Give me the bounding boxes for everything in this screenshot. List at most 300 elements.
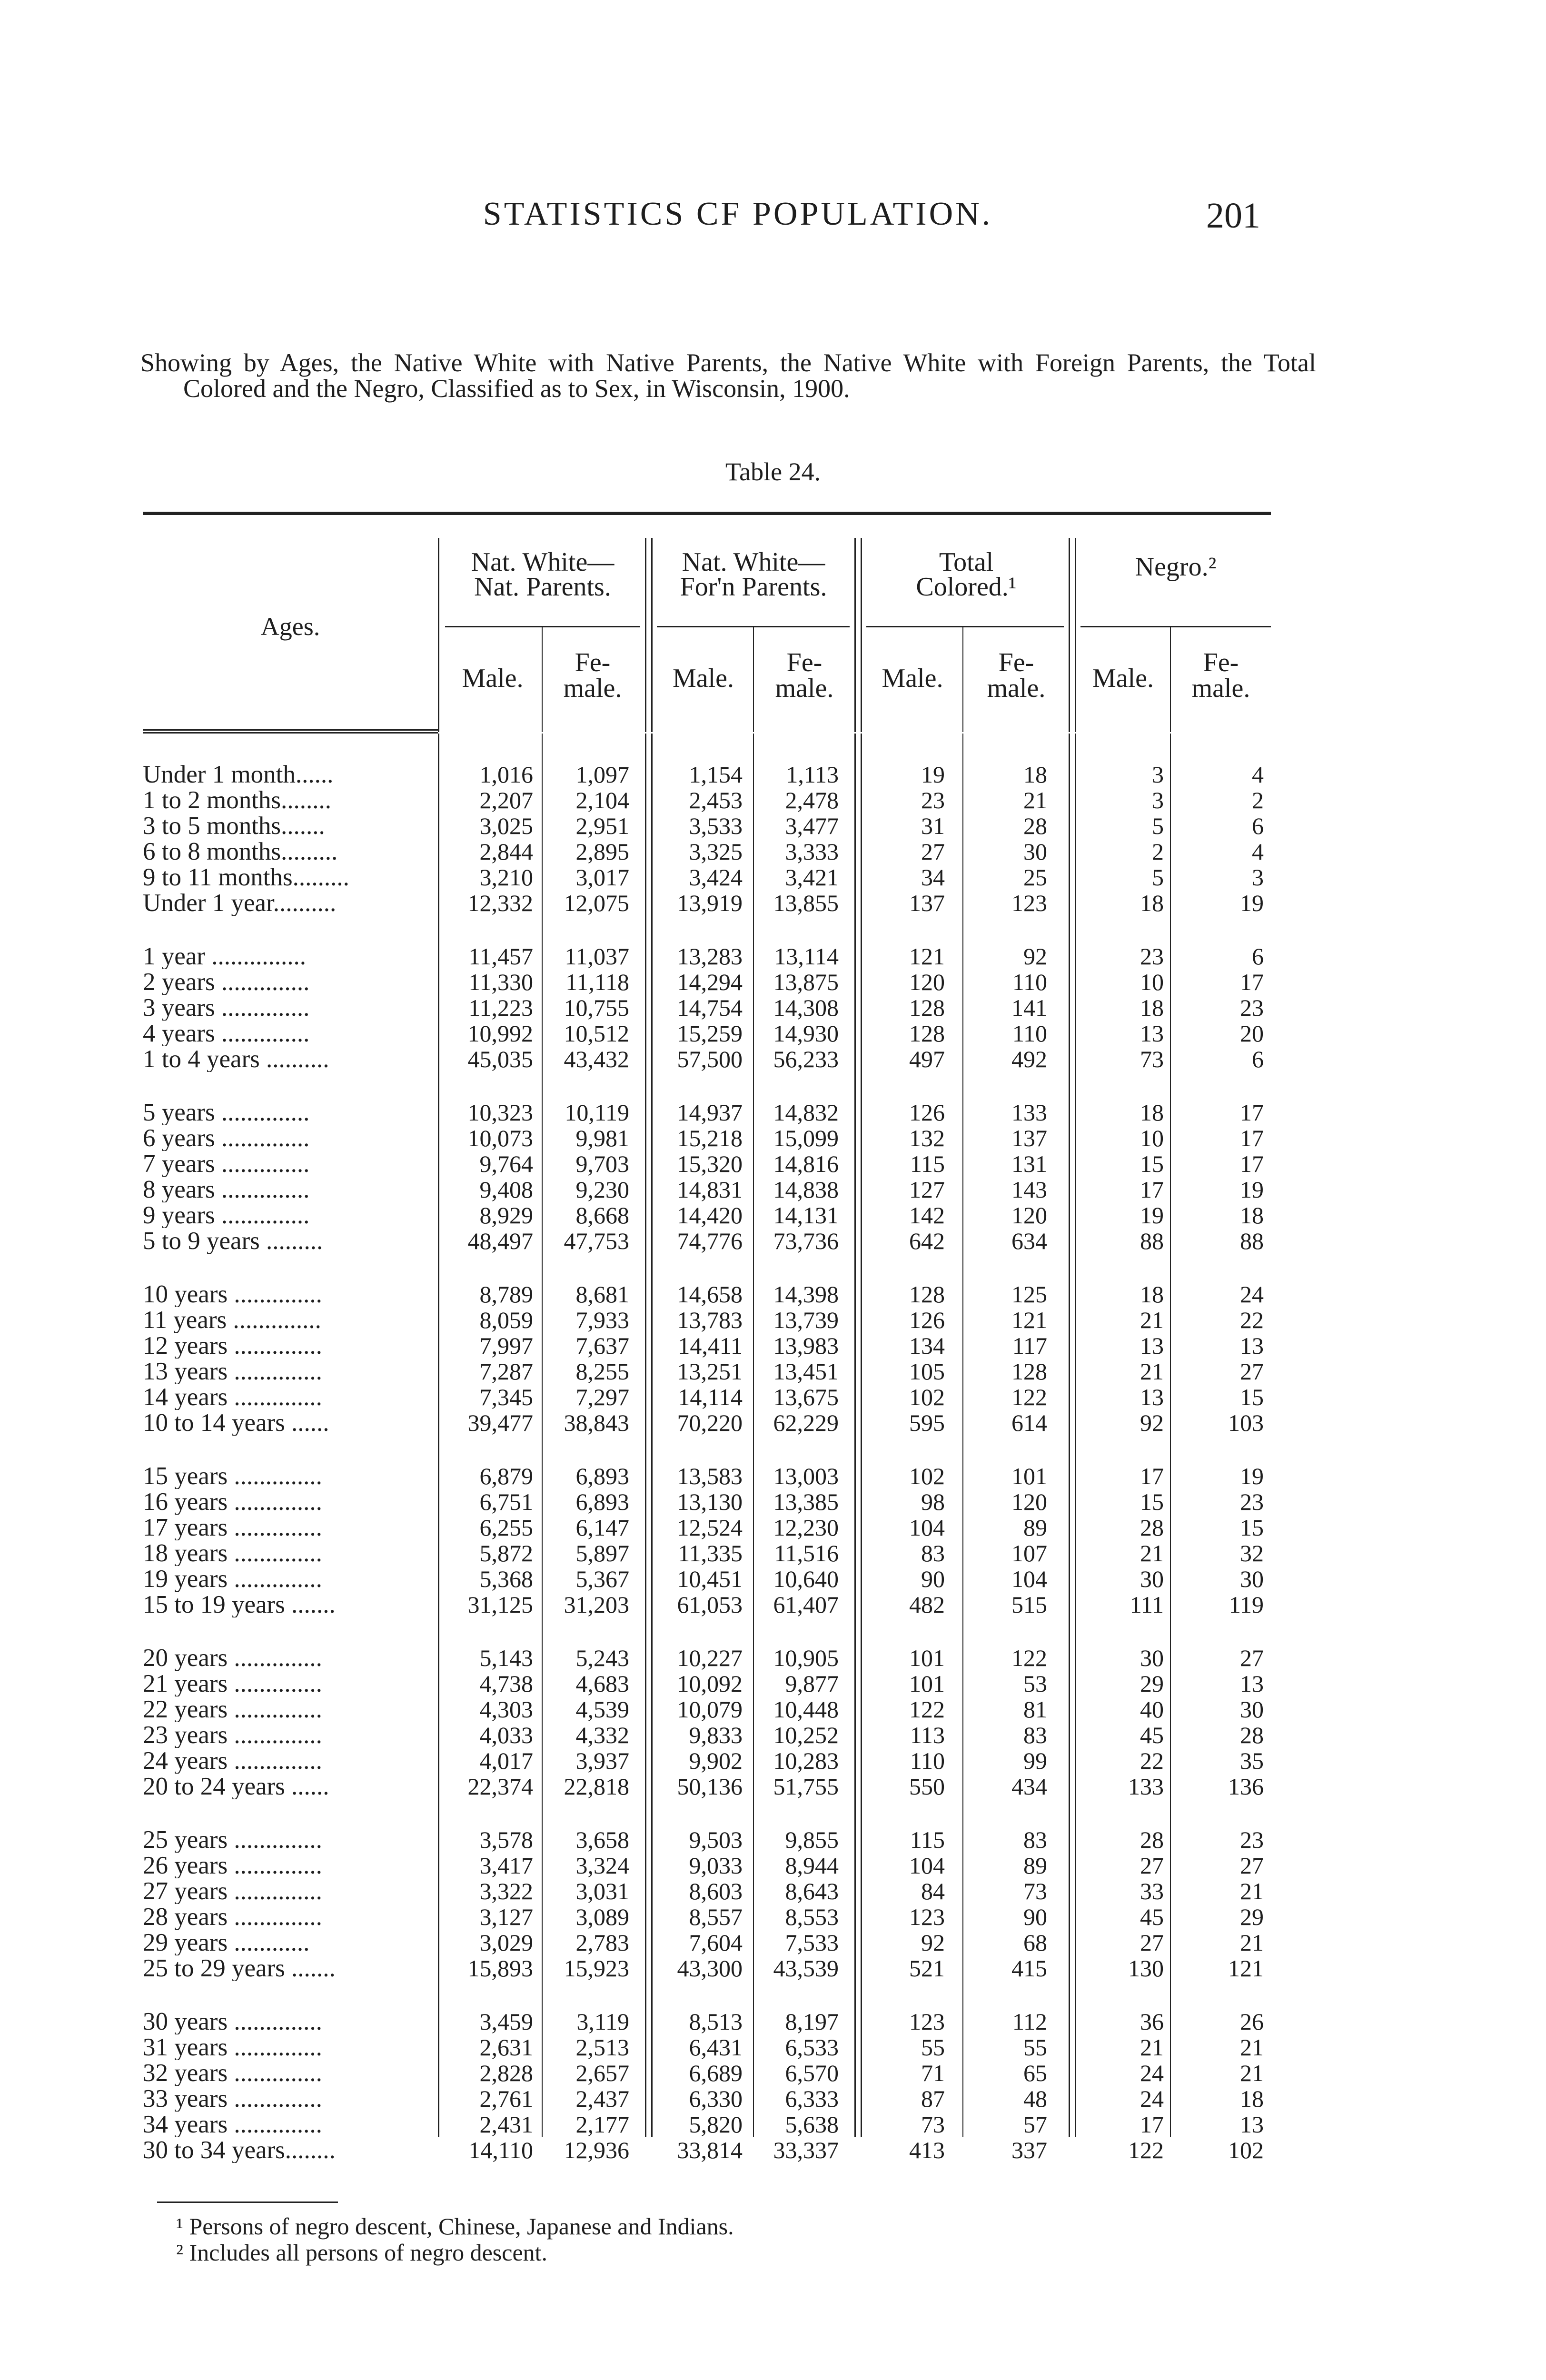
table-cell: 11,118	[565, 969, 629, 995]
table-cell: 7,297	[575, 1384, 629, 1410]
table-cell: 110	[1012, 969, 1047, 995]
table-cell: 8,643	[785, 1878, 839, 1904]
table-cell: 9,033	[689, 1852, 743, 1879]
female-header	[543, 650, 643, 701]
table-cell: 21	[1240, 1929, 1264, 1956]
row-label: 12 years ..............	[143, 1333, 322, 1359]
table-cell: 19	[1240, 1176, 1264, 1203]
table-cell: 7,637	[575, 1332, 629, 1359]
table-cell: 103	[1228, 1409, 1264, 1436]
table-cell: 7,604	[689, 1929, 743, 1956]
table-cell: 122	[1011, 1384, 1047, 1410]
table-cell: 30	[1023, 838, 1047, 865]
table-cell: 120	[909, 969, 945, 995]
table-cell: 125	[1011, 1281, 1047, 1308]
table-cell: 13,919	[677, 890, 743, 916]
table-cell: 14,838	[773, 1176, 839, 1203]
row-label: 21 years ..............	[143, 1671, 322, 1696]
row-label: 32 years ..............	[143, 2060, 322, 2086]
table-cell: 6,330	[689, 2085, 743, 2112]
table-cell: 15,320	[677, 1150, 743, 1177]
table-cell: 14,110	[468, 2137, 533, 2163]
table-cell: 117	[1012, 1332, 1047, 1359]
table-cell: 3,424	[689, 864, 743, 891]
table-cell: 104	[909, 1852, 945, 1879]
table-cell: 3,477	[785, 813, 839, 839]
table-cell: 3,322	[479, 1878, 533, 1904]
table-cell: 19	[1240, 1463, 1264, 1489]
group-header-nat-white-forn-parents	[656, 547, 851, 602]
table-cell: 10,992	[467, 1020, 533, 1047]
table-cell: 13	[1140, 1332, 1164, 1359]
table-cell: 2,437	[575, 2085, 629, 2112]
table-cell: 18	[1140, 1099, 1164, 1126]
table-cell: 3,459	[479, 2008, 533, 2035]
table-cell: 9,408	[479, 1176, 533, 1203]
table-cell: 5,820	[689, 2111, 743, 2138]
table-cell: 10,283	[773, 1747, 839, 1774]
table-cell: 14,294	[677, 969, 743, 995]
table-cell: 2,207	[479, 787, 533, 813]
table-cell: 492	[1011, 1046, 1047, 1072]
row-label: 16 years ..............	[143, 1489, 322, 1515]
table-cell: 99	[1023, 1747, 1047, 1774]
group-header-nat-white-nat-parents	[445, 547, 640, 602]
table-cell: 136	[1228, 1773, 1264, 1800]
table-cell: 18	[1023, 761, 1047, 788]
table-cell: 128	[909, 994, 945, 1021]
table-cell: 68	[1023, 1929, 1047, 1956]
table-cell: 92	[1023, 943, 1047, 970]
table-cell: 4	[1252, 761, 1264, 788]
table-cell: 61,407	[773, 1591, 839, 1618]
running-title: STATISTICS CF POPULATION.	[483, 196, 993, 232]
table-cell: 19	[1240, 890, 1264, 916]
row-label: 5 years ..............	[143, 1100, 310, 1125]
group-header-line: Colored.¹	[916, 572, 1017, 602]
row-label: 30 to 34 years........	[143, 2137, 336, 2163]
table-cell: 8,668	[575, 1202, 629, 1229]
table-cell: 1,154	[689, 761, 743, 788]
table-cell: 8,197	[785, 2008, 839, 2035]
table-cell: 45,035	[467, 1046, 533, 1072]
table-cell: 8,553	[785, 1904, 839, 1930]
table-cell: 1,113	[786, 761, 839, 788]
table-cell: 2,844	[479, 838, 533, 865]
table-cell: 10,755	[564, 994, 629, 1021]
table-cell: 73	[921, 2111, 945, 2138]
table-cell: 141	[1011, 994, 1047, 1021]
table-cell: 11,330	[468, 969, 533, 995]
group-header-rule	[445, 626, 640, 627]
table-cell: 113	[910, 1722, 945, 1748]
row-label: 15 to 19 years .......	[143, 1592, 336, 1617]
table-cell: 88	[1240, 1228, 1264, 1254]
table-cell: 10	[1140, 1125, 1164, 1151]
table-cell: 121	[1228, 1955, 1264, 1982]
table-cell: 13,675	[773, 1384, 839, 1410]
table-cell: 13,583	[677, 1463, 743, 1489]
group-header-line: Total	[939, 547, 994, 577]
table-cell: 33,337	[773, 2137, 839, 2163]
table-cell: 2,761	[479, 2085, 533, 2112]
table-cell: 21	[1240, 1878, 1264, 1904]
group-header-line: Nat. White—	[471, 547, 614, 577]
table-cell: 2	[1252, 787, 1264, 813]
row-label: 3 years ..............	[143, 995, 310, 1021]
table-cell: 413	[909, 2137, 945, 2163]
table-cell: 2,104	[575, 787, 629, 813]
running-head	[0, 195, 1546, 238]
table-cell: 14,398	[773, 1281, 839, 1308]
table-cell: 120	[1011, 1202, 1047, 1229]
table-cell: 15	[1140, 1150, 1164, 1177]
table-cell: 43,300	[677, 1955, 743, 1982]
table-cell: 22,818	[564, 1773, 629, 1800]
table-cell: 5,897	[575, 1540, 629, 1567]
row-label: 23 years ..............	[143, 1722, 322, 1748]
row-label: 8 years ..............	[143, 1177, 310, 1202]
table-cell: 133	[1011, 1099, 1047, 1126]
table-cell: 21	[1140, 1358, 1164, 1385]
table-cell: 43,432	[564, 1046, 629, 1072]
female-header-line: Fe-	[786, 648, 823, 677]
table-cell: 132	[909, 1125, 945, 1151]
table-cell: 10,640	[773, 1566, 839, 1592]
table-cell: 29	[1240, 1904, 1264, 1930]
table-cell: 115	[910, 1826, 945, 1853]
table-cell: 30	[1140, 1645, 1164, 1671]
table-cell: 55	[921, 2034, 945, 2061]
table-cell: 10,092	[677, 1670, 743, 1697]
female-header	[1171, 650, 1271, 701]
table-cell: 13,130	[677, 1488, 743, 1515]
table-cell: 115	[910, 1150, 945, 1177]
table-cell: 123	[1011, 890, 1047, 916]
table-cell: 13,983	[773, 1332, 839, 1359]
table-cell: 15	[1140, 1488, 1164, 1515]
female-header	[754, 650, 854, 701]
table-cell: 3,533	[689, 813, 743, 839]
table-cell: 634	[1011, 1228, 1047, 1254]
table-cell: 7,997	[479, 1332, 533, 1359]
row-label: 31 years ..............	[143, 2034, 322, 2060]
table-cell: 48,497	[467, 1228, 533, 1254]
row-label: 33 years ..............	[143, 2086, 322, 2112]
table-cell: 30	[1240, 1566, 1264, 1592]
table-cell: 3	[1252, 864, 1264, 891]
table-cell: 57,500	[677, 1046, 743, 1072]
table-cell: 3,089	[575, 1904, 629, 1930]
table-cell: 3,025	[479, 813, 533, 839]
table-cell: 6	[1252, 943, 1264, 970]
table-cell: 134	[909, 1332, 945, 1359]
table-cell: 13,783	[677, 1307, 743, 1333]
row-label: 29 years ............	[143, 1930, 310, 1955]
male-header: Male.	[462, 664, 524, 693]
table-cell: 23	[921, 787, 945, 813]
row-label: 25 years ..............	[143, 1827, 322, 1853]
table-cell: 12,936	[564, 2137, 629, 2163]
table-cell: 2,657	[575, 2060, 629, 2086]
group-header-line: For'n Parents.	[680, 572, 827, 602]
table-cell: 28	[1140, 1826, 1164, 1853]
male-header: Male.	[672, 664, 734, 693]
table-cell: 107	[1011, 1540, 1047, 1567]
table-cell: 337	[1011, 2137, 1047, 2163]
table-cell: 6,255	[479, 1514, 533, 1541]
table-cell: 13,385	[773, 1488, 839, 1515]
table-cell: 11,457	[468, 943, 533, 970]
row-label: 14 years ..............	[143, 1384, 322, 1410]
table-cell: 2,631	[479, 2034, 533, 2061]
table-cell: 84	[921, 1878, 945, 1904]
table-cell: 13	[1240, 1670, 1264, 1697]
table-cell: 13,855	[773, 890, 839, 916]
table-cell: 111	[1130, 1591, 1164, 1618]
table-cell: 14,131	[773, 1202, 839, 1229]
table-cell: 4,738	[479, 1670, 533, 1697]
table-cell: 61,053	[677, 1591, 743, 1618]
table-cell: 142	[909, 1202, 945, 1229]
table-cell: 6,879	[479, 1463, 533, 1489]
table-cell: 28	[1240, 1722, 1264, 1748]
table-cell: 24	[1240, 1281, 1264, 1308]
table-cell: 48	[1023, 2085, 1047, 2112]
header-divider-rule	[143, 729, 438, 731]
row-label: 7 years ..............	[143, 1151, 310, 1177]
table-cell: 21	[1140, 2034, 1164, 2061]
table-cell: 18	[1140, 994, 1164, 1021]
table-cell: 21	[1240, 2034, 1264, 2061]
male-header: Male.	[1092, 664, 1154, 693]
table-cell: 18	[1140, 890, 1164, 916]
table-cell: 3,658	[575, 1826, 629, 1853]
table-cell: 127	[909, 1176, 945, 1203]
table-cell: 9,703	[575, 1150, 629, 1177]
table-cell: 2	[1152, 838, 1164, 865]
table-cell: 6,893	[575, 1463, 629, 1489]
table-cell: 8,681	[575, 1281, 629, 1308]
table-cell: 4,539	[575, 1696, 629, 1723]
table-cell: 2,828	[479, 2060, 533, 2086]
table-cell: 10,448	[773, 1696, 839, 1723]
table-cell: 92	[921, 1929, 945, 1956]
table-cell: 434	[1011, 1773, 1047, 1800]
table-cell: 14,754	[677, 994, 743, 1021]
table-cell: 15	[1240, 1514, 1264, 1541]
table-cell: 10,905	[773, 1645, 839, 1671]
table-cell: 5,143	[479, 1645, 533, 1671]
row-label: 10 to 14 years ......	[143, 1410, 329, 1436]
table-cell: 27	[1140, 1852, 1164, 1879]
table-cell: 22,374	[467, 1773, 533, 1800]
table-cell: 8,603	[689, 1878, 743, 1904]
table-cell: 28	[1023, 813, 1047, 839]
table-cell: 10,119	[565, 1099, 629, 1126]
table-cell: 98	[921, 1488, 945, 1515]
table-cell: 27	[1240, 1645, 1264, 1671]
table-cell: 9,981	[575, 1125, 629, 1151]
table-cell: 11,037	[565, 943, 629, 970]
table-cell: 128	[909, 1020, 945, 1047]
female-header-line: male.	[563, 674, 622, 703]
table-cell: 27	[1140, 1929, 1164, 1956]
table-cell: 83	[1023, 1826, 1047, 1853]
table-cell: 3	[1152, 761, 1164, 788]
table-cell: 7,345	[479, 1384, 533, 1410]
table-cell: 73	[1023, 1878, 1047, 1904]
table-cell: 26	[1240, 2008, 1264, 2035]
row-label: 34 years ..............	[143, 2112, 322, 2137]
table-cell: 21	[1140, 1540, 1164, 1567]
table-cell: 3,029	[479, 1929, 533, 1956]
table-cell: 50,136	[677, 1773, 743, 1800]
table-cell: 70,220	[677, 1409, 743, 1436]
table-cell: 5,872	[479, 1540, 533, 1567]
table-cell: 27	[1240, 1358, 1264, 1385]
table-cell: 89	[1023, 1514, 1047, 1541]
table-cell: 6,333	[785, 2085, 839, 2112]
row-label: 13 years ..............	[143, 1359, 322, 1384]
table-cell: 73	[1140, 1046, 1164, 1072]
table-cell: 4,303	[479, 1696, 533, 1723]
table-cell: 8,255	[575, 1358, 629, 1385]
table-cell: 21	[1023, 787, 1047, 813]
table-cell: 33	[1140, 1878, 1164, 1904]
table-cell: 5,368	[479, 1566, 533, 1592]
table-cell: 8,513	[689, 2008, 743, 2035]
table-cell: 3,937	[575, 1747, 629, 1774]
table-cell: 23	[1240, 994, 1264, 1021]
table-cell: 38,843	[564, 1409, 629, 1436]
table-cell: 101	[909, 1645, 945, 1671]
table-cell: 17	[1140, 2111, 1164, 2138]
table-cell: 14,308	[773, 994, 839, 1021]
table-cell: 3,324	[575, 1852, 629, 1879]
table-cell: 5	[1152, 864, 1164, 891]
table-cell: 11,223	[468, 994, 533, 1021]
table-cell: 13,283	[677, 943, 743, 970]
table-cell: 8,557	[689, 1904, 743, 1930]
row-label: 1 to 4 years ..........	[143, 1046, 329, 1072]
table-cell: 3,421	[785, 864, 839, 891]
row-label: 6 to 8 months.........	[143, 839, 338, 864]
table-cell: 104	[909, 1514, 945, 1541]
footnote-1: ¹ Persons of negro descent, Chinese, Japanese and Indians.	[176, 2213, 734, 2240]
table-cell: 133	[1128, 1773, 1164, 1800]
group-header-rule	[866, 626, 1064, 627]
table-cell: 5,367	[575, 1566, 629, 1592]
table-cell: 92	[1140, 1409, 1164, 1436]
table-cell: 18	[1140, 1281, 1164, 1308]
table-cell: 9,764	[479, 1150, 533, 1177]
table-cell: 30	[1240, 1696, 1264, 1723]
table-cell: 9,902	[689, 1747, 743, 1774]
row-label: 22 years ..............	[143, 1696, 322, 1722]
table-cell: 5,243	[575, 1645, 629, 1671]
table-cell: 13	[1240, 2111, 1264, 2138]
table-cell: 15,923	[564, 1955, 629, 1982]
table-cell: 6,147	[575, 1514, 629, 1541]
table-cell: 13,875	[773, 969, 839, 995]
group-header-line: Negro.²	[1135, 552, 1217, 582]
table-cell: 3,017	[575, 864, 629, 891]
table-cell: 13,251	[677, 1358, 743, 1385]
table-cell: 130	[1128, 1955, 1164, 1982]
table-cell: 27	[1240, 1852, 1264, 1879]
table-cell: 43,539	[773, 1955, 839, 1982]
table-cell: 126	[909, 1099, 945, 1126]
group-header-rule	[1080, 626, 1271, 627]
table-cell: 17	[1140, 1176, 1164, 1203]
table-cell: 14,114	[678, 1384, 743, 1410]
table-cell: 1,016	[479, 761, 533, 788]
table-cell: 101	[909, 1670, 945, 1697]
table-cell: 5	[1152, 813, 1164, 839]
table-cell: 128	[909, 1281, 945, 1308]
row-label: 27 years ..............	[143, 1878, 322, 1904]
table-cell: 14,658	[677, 1281, 743, 1308]
table-cell: 10,451	[677, 1566, 743, 1592]
table-cell: 3,127	[479, 1904, 533, 1930]
table-cell: 19	[921, 761, 945, 788]
table-cell: 4,017	[479, 1747, 533, 1774]
table-cell: 2,951	[575, 813, 629, 839]
table-cell: 10,079	[677, 1696, 743, 1723]
table-cell: 83	[921, 1540, 945, 1567]
table-cell: 10,512	[564, 1020, 629, 1047]
table-cell: 3,119	[576, 2008, 629, 2035]
table-cell: 3,578	[479, 1826, 533, 1853]
table-cell: 9,833	[689, 1722, 743, 1748]
row-label: 28 years ..............	[143, 1904, 322, 1930]
table-cell: 4,332	[575, 1722, 629, 1748]
table-cell: 521	[909, 1955, 945, 1982]
table-top-rule	[143, 512, 1271, 515]
table-cell: 14,816	[773, 1150, 839, 1177]
row-label: 4 years ..............	[143, 1021, 310, 1046]
table-number: Table 24.	[725, 457, 821, 486]
row-label: 2 years ..............	[143, 969, 310, 995]
table-cell: 87	[921, 2085, 945, 2112]
table-cell: 55	[1023, 2034, 1047, 2061]
table-cell: 7,533	[785, 1929, 839, 1956]
row-label: 19 years ..............	[143, 1566, 322, 1592]
table-cell: 101	[1011, 1463, 1047, 1489]
table-cell: 122	[1128, 2137, 1164, 2163]
table-cell: 12,524	[677, 1514, 743, 1541]
table-caption: Showing by Ages, the Native White with Native Parents, the Native White with Foreign Parents, the Total Colored and the Negro, Classified as to Sex, in Wisconsin, 1900.	[140, 348, 1316, 403]
table-cell: 11,516	[774, 1540, 839, 1567]
table-cell: 123	[909, 1904, 945, 1930]
table-cell: 25	[1023, 864, 1047, 891]
table-cell: 81	[1023, 1696, 1047, 1723]
table-cell: 126	[909, 1307, 945, 1333]
table-cell: 2,513	[575, 2034, 629, 2061]
table-cell: 2,895	[575, 838, 629, 865]
table-cell: 102	[909, 1463, 945, 1489]
row-label: 30 years ..............	[143, 2009, 322, 2034]
table-cell: 10,073	[467, 1125, 533, 1151]
row-label: 5 to 9 years .........	[143, 1228, 323, 1254]
table-cell: 10,227	[677, 1645, 743, 1671]
table-cell: 40	[1140, 1696, 1164, 1723]
table-cell: 497	[909, 1046, 945, 1072]
table-cell: 90	[1023, 1904, 1047, 1930]
table-cell: 33,814	[677, 2137, 743, 2163]
row-label: 20 to 24 years ......	[143, 1774, 329, 1799]
